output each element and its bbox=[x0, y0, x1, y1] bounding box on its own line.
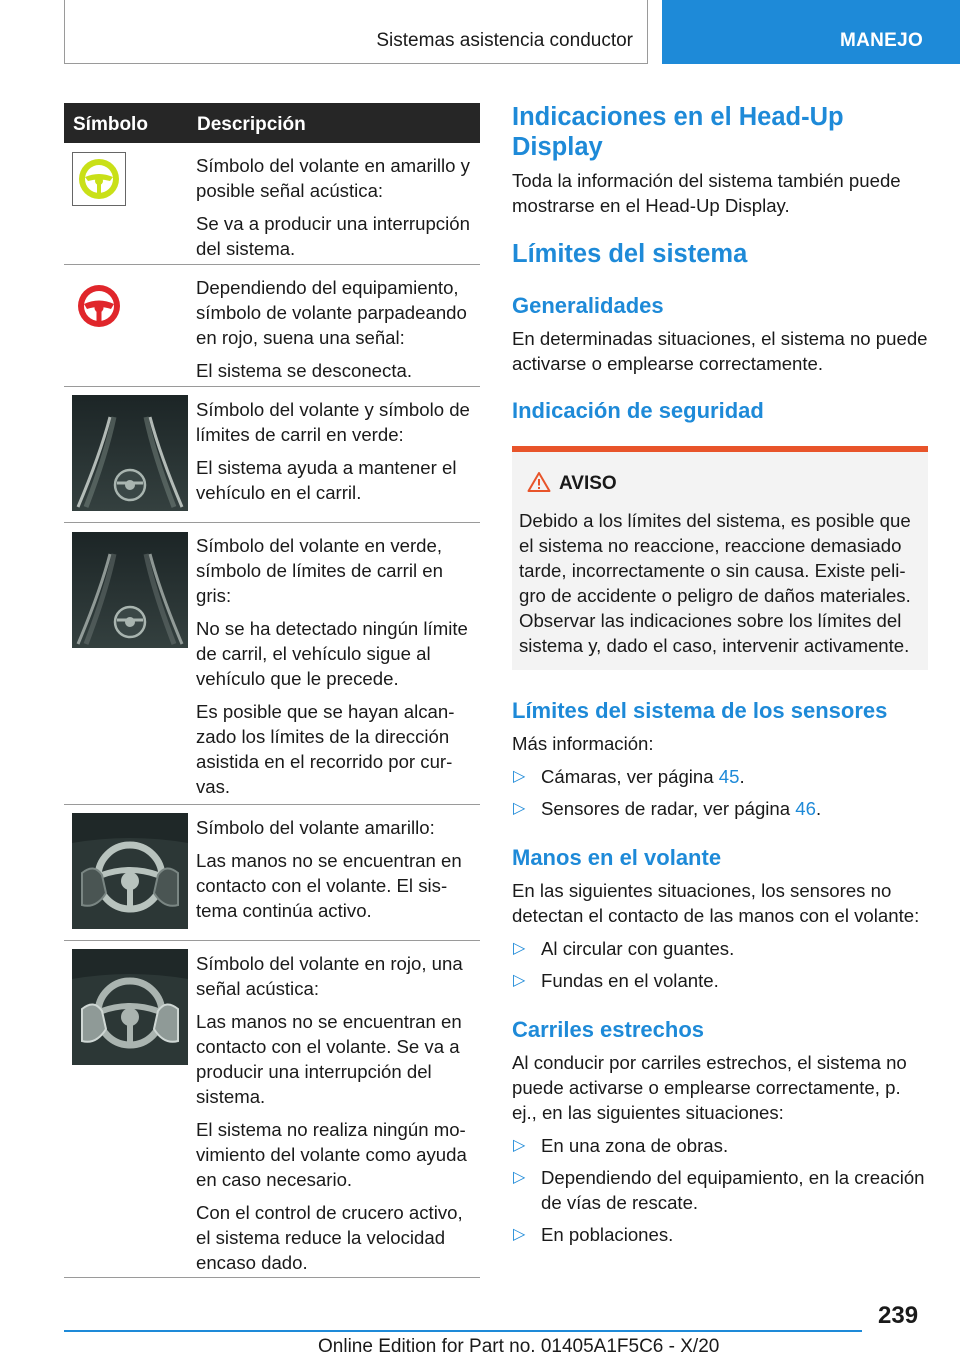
row-text: El sistema no realiza ningún movimiento del volante como ayuda en caso necesario. bbox=[196, 1119, 467, 1190]
heading-hands-on-wheel: Manos en el volante bbox=[512, 845, 722, 870]
row-text: Las manos no se encuentran en contacto con el volante. El sistema continúa activo. bbox=[196, 850, 462, 921]
header-section-box bbox=[64, 0, 648, 64]
page-number: 239 bbox=[878, 1302, 919, 1329]
heading-head-up-display: Indicaciones en el Head-Up Display bbox=[512, 103, 844, 161]
warning-text: Debido a los límites del sistema, es posible que el sistema no reaccione, reaccione demasiado tarde, incorrectamente o sin causa. Existe peligro de accidente o peligro de daños materiales. Observar las indicaciones sobre los límites del sistema y, dado el caso, intervenir activamente. bbox=[519, 510, 911, 656]
warning-triangle-icon bbox=[527, 471, 551, 498]
list-item: ▷ Cámaras, ver página 45. bbox=[513, 766, 745, 787]
hands-on-wheel-yellow-display bbox=[72, 813, 188, 929]
row-text: Con el control de crucero activo, el sistema reduce la velocidad encaso dado. bbox=[196, 1202, 463, 1273]
lane-limits-green-display bbox=[72, 395, 188, 511]
page-link[interactable]: 45 bbox=[718, 766, 740, 787]
steering-wheel-yellow-icon bbox=[72, 152, 126, 206]
heading-general: Generalidades bbox=[512, 293, 664, 318]
bullet-triangle-icon: ▷ bbox=[513, 768, 526, 785]
right-column bbox=[512, 102, 928, 1247]
row-text: Se va a producir una interrupción del sistema. bbox=[196, 213, 470, 259]
lane-limits-gray-display bbox=[72, 532, 188, 648]
bullet-triangle-icon: ▷ bbox=[513, 1137, 526, 1154]
chapter-tab[interactable] bbox=[662, 0, 960, 64]
footer-edition: Online Edition for Part no. 01405A1F5C6 - X/20 bbox=[318, 1336, 720, 1357]
footer-divider bbox=[64, 1330, 862, 1332]
page-link[interactable]: 46 bbox=[795, 798, 816, 819]
list-item: ▷ En poblaciones. bbox=[513, 1224, 674, 1245]
row-text: Símbolo del volante y símbolo de límites de carril en verde: bbox=[196, 399, 470, 445]
list-item: ▷ En una zona de obras. bbox=[513, 1135, 729, 1156]
paragraph-head-up-display: Toda la información del sistema también puede mostrarse en el Head-Up Display. bbox=[512, 170, 901, 216]
heading-narrow-lanes: Carriles estrechos bbox=[512, 1017, 704, 1042]
row-text: El sistema se desconecta. bbox=[196, 360, 412, 381]
table-row bbox=[64, 523, 480, 805]
bullet-triangle-icon: ▷ bbox=[513, 800, 526, 817]
paragraph-hands: En las siguientes situaciones, los sensores no detectan el contacto de las manos con el volante: bbox=[512, 880, 920, 926]
paragraph-lanes: Al conducir por carriles estrechos, el sistema no puede activarse o emplearse correctamente, p. ej., en las siguientes situaciones: bbox=[512, 1052, 907, 1123]
table-header bbox=[64, 103, 480, 143]
row-text: El sistema ayuda a mantener el vehículo en el carril. bbox=[196, 457, 457, 503]
list-item: ▷ Sensores de radar, ver página 46. bbox=[513, 798, 822, 819]
warning-box bbox=[512, 446, 928, 670]
paragraph-general: En determinadas situaciones, el sistema no puede activarse o emplearse correctamente. bbox=[512, 328, 928, 374]
bullet-triangle-icon: ▷ bbox=[513, 1169, 526, 1186]
table-row bbox=[64, 387, 480, 523]
heading-sensor-limits: Límites del sistema de los sensores bbox=[512, 698, 888, 723]
row-text: Las manos no se encuentran en contacto con el volante. Se va a producir una interrupción del sistema. bbox=[196, 1011, 462, 1107]
table-row bbox=[64, 265, 480, 387]
row-text: No se ha detectado ningún límite de carril, el vehículo sigue al vehículo que le precede. bbox=[196, 618, 468, 689]
row-text: Símbolo del volante en verde, símbolo de límites de carril en gris: bbox=[196, 535, 443, 606]
steering-wheel-red-icon bbox=[72, 279, 126, 333]
col-symbol-header: Símbolo bbox=[73, 114, 148, 135]
symbol-table bbox=[64, 103, 480, 1278]
row-text: Es posible que se hayan alcanzado los límites de la dirección asistida en el recorrido por curvas. bbox=[196, 701, 455, 797]
table-row bbox=[64, 805, 480, 941]
row-text: Símbolo del volante en amarillo y posible señal acústica: bbox=[196, 155, 470, 201]
heading-system-limits: Límites del sistema bbox=[512, 240, 748, 268]
bullet-triangle-icon: ▷ bbox=[513, 940, 526, 957]
row-text: Símbolo del volante amarillo: bbox=[196, 817, 435, 838]
table-row bbox=[64, 143, 480, 265]
table-row bbox=[64, 941, 480, 1278]
col-description-header: Descripción bbox=[197, 114, 306, 135]
heading-safety-note: Indicación de seguridad bbox=[512, 398, 764, 423]
warning-title: AVISO bbox=[559, 473, 617, 494]
paragraph-more-info: Más información: bbox=[512, 733, 654, 754]
hands-on-wheel-red-display bbox=[72, 949, 188, 1065]
chapter-tab-label: MANEJO bbox=[840, 30, 924, 51]
list-item: ▷ Al circular con guantes. bbox=[513, 938, 735, 959]
list-item: ▷ Fundas en el volante. bbox=[513, 970, 719, 991]
row-text: Símbolo del volante en rojo, una señal acústica: bbox=[196, 953, 463, 999]
bullet-triangle-icon: ▷ bbox=[513, 1226, 526, 1243]
list-item: ▷ Dependiendo del equipamiento, en la creación de vías de rescate. bbox=[513, 1167, 925, 1213]
row-text: Dependiendo del equipamiento, símbolo de volante parpadeando en rojo, suena una señal: bbox=[196, 277, 467, 348]
bullet-triangle-icon: ▷ bbox=[513, 972, 526, 989]
section-title: Sistemas asistencia conductor bbox=[376, 30, 633, 51]
